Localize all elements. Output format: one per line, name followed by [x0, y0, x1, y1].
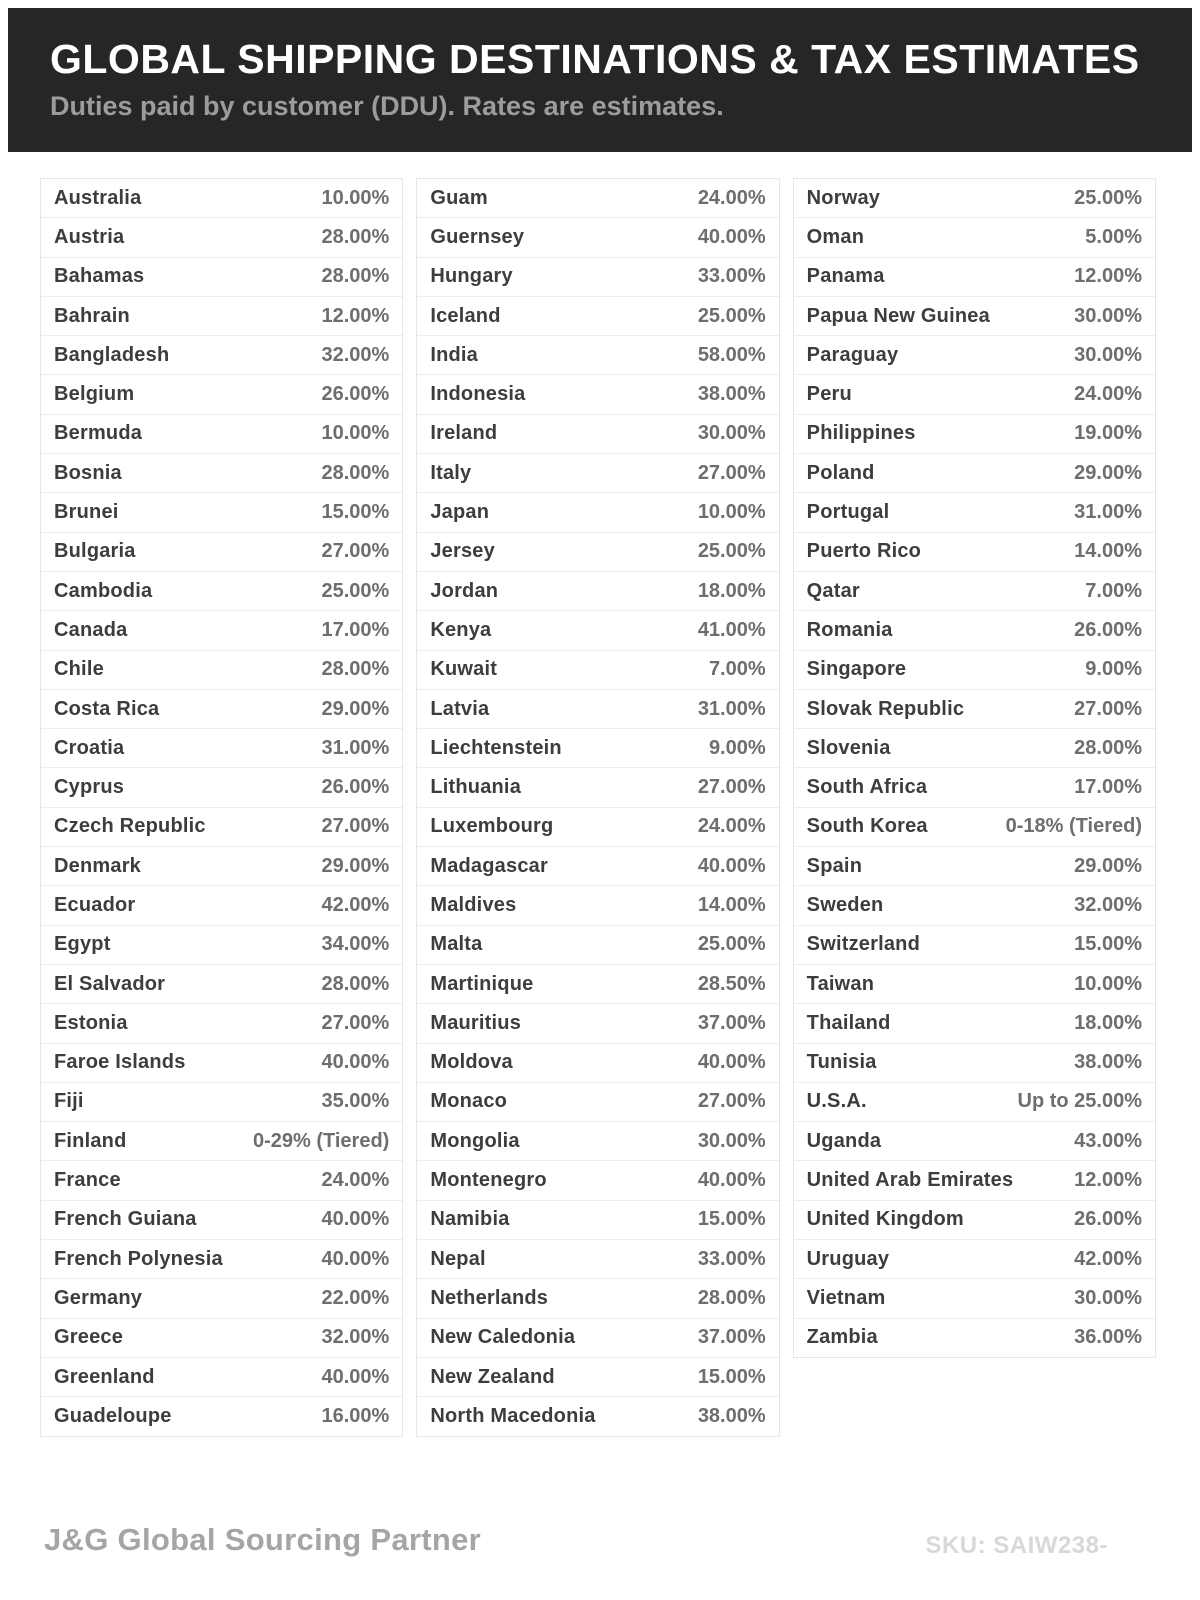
- tax-rate-value: 10.00%: [697, 501, 766, 524]
- table-row: [794, 651, 1155, 690]
- tax-rate-value: 30.00%: [697, 422, 766, 445]
- tax-rate-value: 27.00%: [697, 461, 766, 484]
- country-name: Nepal: [430, 1247, 486, 1270]
- tax-rate-value: 30.00%: [1074, 1286, 1142, 1309]
- tax-rate-value: 40.00%: [321, 1365, 390, 1388]
- tax-rate-value: 27.00%: [321, 815, 390, 838]
- tax-rate-value: 32.00%: [321, 1326, 390, 1349]
- country-name: Poland: [806, 461, 875, 484]
- table-row: [41, 808, 402, 847]
- country-name: Croatia: [54, 736, 125, 759]
- table-row: [794, 1083, 1155, 1122]
- table-row: [794, 1122, 1155, 1161]
- table-row: [794, 454, 1155, 493]
- country-name: Estonia: [54, 1011, 128, 1034]
- table-row: [794, 886, 1155, 925]
- country-name: Fiji: [54, 1090, 84, 1113]
- table-row: [41, 768, 402, 807]
- country-name: Chile: [54, 658, 104, 681]
- country-name: Paraguay: [806, 343, 899, 366]
- country-name: United Kingdom: [806, 1208, 964, 1231]
- table-row: [417, 690, 778, 729]
- table-row: [417, 533, 778, 572]
- tax-rate-value: 25.00%: [1074, 186, 1142, 209]
- country-name: Tunisia: [806, 1051, 877, 1074]
- tax-rate-value: 28.00%: [697, 1286, 766, 1309]
- country-name: Cyprus: [54, 776, 125, 799]
- tax-rate-value: Up to 25.00%: [1017, 1090, 1142, 1113]
- table-row: [417, 1083, 778, 1122]
- table-row: [417, 926, 778, 965]
- table-row: [41, 651, 402, 690]
- table-row: [41, 1397, 402, 1435]
- country-name: France: [54, 1169, 121, 1192]
- header-banner: [8, 8, 1192, 152]
- table-row: [41, 1004, 402, 1043]
- tax-rate-value: 27.00%: [697, 776, 766, 799]
- table-row: [794, 415, 1155, 454]
- table-row: [794, 690, 1155, 729]
- table-row: [794, 258, 1155, 297]
- country-name: Bulgaria: [54, 540, 136, 563]
- country-name: Moldova: [430, 1051, 513, 1074]
- tax-rate-value: 42.00%: [321, 893, 390, 916]
- tax-rate-value: 15.00%: [321, 501, 390, 524]
- country-name: Austria: [54, 225, 125, 248]
- country-name: Thailand: [806, 1011, 891, 1034]
- country-name: Netherlands: [430, 1286, 549, 1309]
- tax-rate-value: 29.00%: [321, 854, 390, 877]
- page-subtitle: Duties paid by customer (DDU). Rates are estimates.: [50, 91, 724, 122]
- tax-rate-value: 40.00%: [321, 1051, 390, 1074]
- tax-rate-value: 40.00%: [321, 1208, 390, 1231]
- country-name: French Polynesia: [54, 1247, 223, 1270]
- tax-rate-value: 19.00%: [1074, 422, 1142, 445]
- table-row: [41, 690, 402, 729]
- table-row: [417, 297, 778, 336]
- tax-rate-value: 25.00%: [697, 933, 766, 956]
- table-row: [41, 1358, 402, 1397]
- table-row: [41, 965, 402, 1004]
- tax-rate-value: 12.00%: [1074, 265, 1142, 288]
- country-name: Portugal: [806, 501, 890, 524]
- table-row: [417, 1397, 778, 1435]
- tax-rate-value: 26.00%: [1074, 618, 1142, 641]
- country-name: Canada: [54, 618, 128, 641]
- tax-rate-value: 29.00%: [1074, 461, 1142, 484]
- tax-rate-value: 28.00%: [321, 972, 390, 995]
- brand-name: J&G Global Sourcing Partner: [44, 1522, 482, 1557]
- tax-rate-value: 32.00%: [321, 343, 390, 366]
- country-name: New Caledonia: [430, 1326, 576, 1349]
- tax-rate-value: 38.00%: [697, 383, 766, 406]
- table-row: [417, 218, 778, 257]
- country-name: Ecuador: [54, 893, 136, 916]
- table-row: [41, 611, 402, 650]
- tax-rate-value: 27.00%: [1074, 697, 1142, 720]
- tax-rate-value: 26.00%: [321, 383, 390, 406]
- table-row: [417, 454, 778, 493]
- table-row: [41, 297, 402, 336]
- country-name: Kenya: [430, 618, 492, 641]
- tax-rate-value: 36.00%: [1074, 1326, 1142, 1349]
- country-name: Bosnia: [54, 461, 122, 484]
- country-name: Jordan: [430, 579, 499, 602]
- table-row: [417, 1004, 778, 1043]
- country-name: Philippines: [806, 422, 916, 445]
- table-row: [417, 847, 778, 886]
- country-name: Maldives: [430, 893, 517, 916]
- table-row: [417, 729, 778, 768]
- table-row: [41, 729, 402, 768]
- country-name: U.S.A.: [806, 1090, 867, 1113]
- country-name: Denmark: [54, 854, 141, 877]
- table-row: [794, 218, 1155, 257]
- table-row: [794, 375, 1155, 414]
- table-row: [794, 493, 1155, 532]
- table-row: [417, 1201, 778, 1240]
- table-row: [41, 415, 402, 454]
- rates-tables-container: [40, 178, 1156, 1437]
- table-row: [794, 572, 1155, 611]
- table-row: [417, 808, 778, 847]
- tax-rate-value: 0-18% (Tiered): [1005, 815, 1142, 838]
- tax-rate-value: 37.00%: [697, 1326, 766, 1349]
- table-row: [417, 651, 778, 690]
- tax-rate-value: 27.00%: [697, 1090, 766, 1113]
- tax-rate-value: 10.00%: [321, 422, 390, 445]
- tax-rate-value: 43.00%: [1074, 1129, 1142, 1152]
- tax-rate-value: 5.00%: [1085, 225, 1142, 248]
- country-name: Slovak Republic: [806, 697, 965, 720]
- country-name: Jersey: [430, 540, 495, 563]
- tax-rate-value: 25.00%: [697, 304, 766, 327]
- tax-rate-value: 12.00%: [321, 304, 390, 327]
- country-name: Czech Republic: [54, 815, 206, 838]
- page-title: GLOBAL SHIPPING DESTINATIONS & TAX ESTIMATES: [50, 35, 1140, 82]
- country-name: Mauritius: [430, 1011, 522, 1034]
- table-row: [41, 493, 402, 532]
- tax-rate-value: 7.00%: [708, 658, 766, 681]
- tax-rate-value: 28.50%: [697, 972, 766, 995]
- country-name: Romania: [806, 618, 893, 641]
- table-row: [41, 847, 402, 886]
- country-name: Greece: [54, 1326, 124, 1349]
- country-name: Kuwait: [430, 658, 498, 681]
- tax-rate-value: 30.00%: [697, 1129, 766, 1152]
- tax-rate-value: 24.00%: [1074, 383, 1142, 406]
- table-row: [794, 336, 1155, 375]
- tax-rate-value: 24.00%: [321, 1169, 390, 1192]
- table-row: [417, 572, 778, 611]
- table-row: [41, 533, 402, 572]
- country-name: Greenland: [54, 1365, 155, 1388]
- table-row: [41, 454, 402, 493]
- country-name: Qatar: [806, 579, 860, 602]
- tax-rate-value: 32.00%: [1074, 893, 1142, 916]
- country-name: Switzerland: [806, 933, 920, 956]
- table-row: [417, 1319, 778, 1358]
- table-row: [794, 297, 1155, 336]
- country-name: Costa Rica: [54, 697, 160, 720]
- table-row: [41, 218, 402, 257]
- table-row: [41, 1201, 402, 1240]
- tax-rate-value: 27.00%: [321, 1011, 390, 1034]
- tax-rate-value: 40.00%: [697, 1169, 766, 1192]
- country-name: El Salvador: [54, 972, 166, 995]
- tax-rate-value: 42.00%: [1074, 1247, 1142, 1270]
- tax-rate-value: 7.00%: [1085, 579, 1142, 602]
- tax-rate-value: 24.00%: [697, 815, 766, 838]
- country-name: Italy: [430, 461, 472, 484]
- table-row: [794, 533, 1155, 572]
- country-name: Sweden: [806, 893, 884, 916]
- country-name: South Korea: [806, 815, 928, 838]
- table-row: [794, 808, 1155, 847]
- table-row: [794, 1279, 1155, 1318]
- table-row: [417, 1240, 778, 1279]
- tax-rate-value: 33.00%: [697, 265, 766, 288]
- tax-rate-value: 28.00%: [321, 658, 390, 681]
- tax-rate-value: 33.00%: [697, 1247, 766, 1270]
- table-row: [417, 965, 778, 1004]
- country-name: Bangladesh: [54, 343, 170, 366]
- table-row: [41, 1122, 402, 1161]
- country-name: Madagascar: [430, 854, 548, 877]
- tax-rate-value: 26.00%: [321, 776, 390, 799]
- table-row: [41, 1083, 402, 1122]
- country-name: Martinique: [430, 972, 534, 995]
- table-row: [794, 965, 1155, 1004]
- tax-rate-value: 41.00%: [697, 618, 766, 641]
- country-name: Latvia: [430, 697, 490, 720]
- table-row: [794, 729, 1155, 768]
- table-row: [41, 1161, 402, 1200]
- country-name: Bermuda: [54, 422, 143, 445]
- country-name: Japan: [430, 501, 490, 524]
- table-row: [417, 611, 778, 650]
- tax-rate-value: 27.00%: [321, 540, 390, 563]
- country-name: Norway: [806, 186, 881, 209]
- tax-rate-value: 28.00%: [321, 265, 390, 288]
- tax-rate-value: 38.00%: [697, 1404, 766, 1427]
- tax-rate-value: 40.00%: [697, 854, 766, 877]
- country-name: Bahamas: [54, 265, 145, 288]
- table-row: [417, 1279, 778, 1318]
- tax-rate-value: 25.00%: [697, 540, 766, 563]
- tax-rate-value: 30.00%: [1074, 343, 1142, 366]
- table-row: [417, 375, 778, 414]
- country-name: Guernsey: [430, 225, 525, 248]
- table-row: [794, 1044, 1155, 1083]
- table-row: [794, 1004, 1155, 1043]
- tax-rate-value: 37.00%: [697, 1011, 766, 1034]
- country-name: Singapore: [806, 658, 907, 681]
- tax-rate-value: 9.00%: [708, 736, 766, 759]
- country-name: South Africa: [806, 776, 928, 799]
- country-name: Brunei: [54, 501, 119, 524]
- country-name: Indonesia: [430, 383, 526, 406]
- tax-rate-value: 35.00%: [321, 1090, 390, 1113]
- table-row: [794, 1161, 1155, 1200]
- tax-rate-value: 0-29% (Tiered): [252, 1129, 390, 1152]
- country-name: Australia: [54, 186, 142, 209]
- tax-rate-value: 15.00%: [1074, 933, 1142, 956]
- sku-label: SKU: SAIW238-: [925, 1532, 1108, 1559]
- country-name: Monaco: [430, 1090, 508, 1113]
- table-row: [794, 1201, 1155, 1240]
- tax-rate-value: 29.00%: [321, 697, 390, 720]
- tax-rate-value: 58.00%: [697, 343, 766, 366]
- table-row: [417, 886, 778, 925]
- tax-rate-value: 25.00%: [321, 579, 390, 602]
- rates-table-column-3: [793, 178, 1156, 1358]
- tax-rate-value: 24.00%: [697, 186, 766, 209]
- country-name: Guam: [430, 186, 488, 209]
- tax-rate-value: 28.00%: [321, 225, 390, 248]
- country-name: United Arab Emirates: [806, 1169, 1014, 1192]
- tax-rate-value: 40.00%: [697, 225, 766, 248]
- tax-rate-value: 34.00%: [321, 933, 390, 956]
- table-row: [417, 415, 778, 454]
- country-name: Uganda: [806, 1129, 882, 1152]
- country-name: Luxembourg: [430, 815, 554, 838]
- tax-rate-value: 18.00%: [697, 579, 766, 602]
- country-name: Hungary: [430, 265, 513, 288]
- tax-rate-value: 40.00%: [321, 1247, 390, 1270]
- tax-rate-value: 40.00%: [697, 1051, 766, 1074]
- country-name: Papua New Guinea: [806, 304, 990, 327]
- country-name: French Guiana: [54, 1208, 197, 1231]
- tax-rate-value: 31.00%: [1074, 501, 1142, 524]
- country-name: Lithuania: [430, 776, 522, 799]
- tax-rate-value: 22.00%: [321, 1286, 390, 1309]
- table-row: [417, 1122, 778, 1161]
- tax-rate-value: 38.00%: [1074, 1051, 1142, 1074]
- table-row: [417, 258, 778, 297]
- table-row: [794, 611, 1155, 650]
- country-name: Belgium: [54, 383, 135, 406]
- table-row: [794, 847, 1155, 886]
- table-row: [41, 1279, 402, 1318]
- country-name: Iceland: [430, 304, 501, 327]
- country-name: North Macedonia: [430, 1404, 596, 1427]
- country-name: Uruguay: [806, 1247, 890, 1270]
- country-name: Ireland: [430, 422, 498, 445]
- table-row: [41, 1319, 402, 1358]
- tax-rate-value: 28.00%: [1074, 736, 1142, 759]
- tax-rate-value: 17.00%: [321, 618, 390, 641]
- tax-rate-value: 10.00%: [1074, 972, 1142, 995]
- country-name: Panama: [806, 265, 885, 288]
- country-name: Malta: [430, 933, 483, 956]
- table-row: [794, 1240, 1155, 1279]
- country-name: Oman: [806, 225, 865, 248]
- table-row: [41, 926, 402, 965]
- tax-rate-value: 18.00%: [1074, 1011, 1142, 1034]
- country-name: Egypt: [54, 933, 111, 956]
- rates-table-column-2: [416, 178, 779, 1437]
- country-name: Slovenia: [806, 736, 891, 759]
- tax-rate-value: 17.00%: [1074, 776, 1142, 799]
- table-row: [417, 768, 778, 807]
- country-name: Taiwan: [806, 972, 875, 995]
- table-row: [41, 886, 402, 925]
- country-name: Montenegro: [430, 1169, 547, 1192]
- tax-rate-value: 30.00%: [1074, 304, 1142, 327]
- tax-rate-value: 12.00%: [1074, 1169, 1142, 1192]
- country-name: India: [430, 343, 478, 366]
- table-row: [417, 1161, 778, 1200]
- table-row: [41, 572, 402, 611]
- table-row: [41, 258, 402, 297]
- tax-rate-value: 28.00%: [321, 461, 390, 484]
- table-row: [794, 926, 1155, 965]
- tax-rate-value: 16.00%: [321, 1404, 390, 1427]
- table-row: [417, 493, 778, 532]
- tax-rate-value: 15.00%: [697, 1365, 766, 1388]
- country-name: Liechtenstein: [430, 736, 562, 759]
- country-name: Guadeloupe: [54, 1404, 172, 1427]
- country-name: Finland: [54, 1129, 127, 1152]
- country-name: Namibia: [430, 1208, 510, 1231]
- table-row: [41, 1240, 402, 1279]
- table-row: [794, 1319, 1155, 1357]
- tax-rate-value: 26.00%: [1074, 1208, 1142, 1231]
- tax-rate-value: 10.00%: [321, 186, 390, 209]
- tax-rate-value: 31.00%: [697, 697, 766, 720]
- table-row: [794, 768, 1155, 807]
- table-row: [41, 1044, 402, 1083]
- tax-rate-value: 14.00%: [1074, 540, 1142, 563]
- rates-table-column-1: [40, 178, 403, 1437]
- country-name: Vietnam: [806, 1286, 886, 1309]
- country-name: Zambia: [806, 1326, 878, 1349]
- tax-rate-value: 31.00%: [321, 736, 390, 759]
- tax-rate-value: 9.00%: [1085, 658, 1142, 681]
- table-row: [417, 1358, 778, 1397]
- country-name: Cambodia: [54, 579, 153, 602]
- table-row: [41, 179, 402, 218]
- country-name: Mongolia: [430, 1129, 520, 1152]
- table-row: [417, 336, 778, 375]
- tax-rate-value: 29.00%: [1074, 854, 1142, 877]
- country-name: Peru: [806, 383, 852, 406]
- tax-rate-value: 15.00%: [697, 1208, 766, 1231]
- country-name: Faroe Islands: [54, 1051, 186, 1074]
- country-name: Germany: [54, 1286, 143, 1309]
- table-row: [417, 179, 778, 218]
- table-row: [41, 336, 402, 375]
- country-name: Bahrain: [54, 304, 130, 327]
- table-row: [794, 179, 1155, 218]
- country-name: New Zealand: [430, 1365, 555, 1388]
- table-row: [41, 375, 402, 414]
- country-name: Spain: [806, 854, 863, 877]
- tax-rate-value: 14.00%: [697, 893, 766, 916]
- table-row: [417, 1044, 778, 1083]
- country-name: Puerto Rico: [806, 540, 922, 563]
